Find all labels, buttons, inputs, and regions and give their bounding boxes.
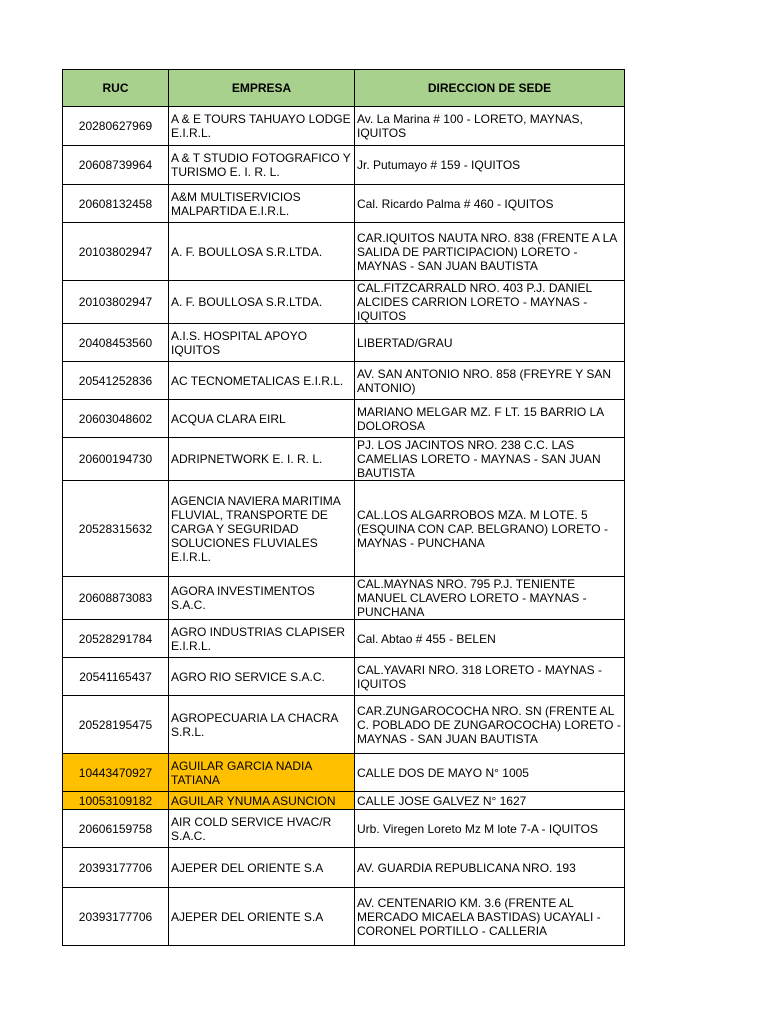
empresa-cell: A. F. BOULLOSA S.R.LTDA. <box>169 281 355 324</box>
direccion-cell: MARIANO MELGAR MZ. F LT. 15 BARRIO LA DOLOROSA <box>355 400 625 438</box>
empresa-cell: AJEPER DEL ORIENTE S.A <box>169 848 355 888</box>
table-row <box>63 696 625 754</box>
ruc-cell: 10053109182 <box>63 792 169 810</box>
table-row <box>63 223 625 281</box>
empresa-cell: AGORA INVESTIMENTOS S.A.C. <box>169 577 355 620</box>
table-row <box>63 438 625 481</box>
empresa-cell: A. F. BOULLOSA S.R.LTDA. <box>169 223 355 281</box>
ruc-cell: 20608739964 <box>63 146 169 185</box>
empresa-cell: AGROPECUARIA LA CHACRA S.R.L. <box>169 696 355 754</box>
direccion-cell: CAL.FITZCARRALD NRO. 403 P.J. DANIEL ALCIDES CARRION LORETO - MAYNAS - IQUITOS <box>355 281 625 324</box>
companies-table <box>62 69 625 946</box>
direccion-cell: CAR.IQUITOS NAUTA NRO. 838 (FRENTE A LA SALIDA DE PARTICIPACION) LORETO - MAYNAS - SAN JUAN BAUTISTA <box>355 223 625 281</box>
ruc-cell: 20393177706 <box>63 888 169 946</box>
table-row <box>63 754 625 792</box>
table-row <box>63 792 625 810</box>
empresa-cell: AJEPER DEL ORIENTE S.A <box>169 888 355 946</box>
ruc-cell: 20600194730 <box>63 438 169 481</box>
table-row <box>63 400 625 438</box>
direccion-cell: CALLE JOSE GALVEZ N° 1627 <box>355 792 625 810</box>
direccion-cell: Jr. Putumayo # 159 - IQUITOS <box>355 146 625 185</box>
direccion-cell: Av. La Marina # 100 - LORETO, MAYNAS, IQUITOS <box>355 107 625 146</box>
table-row <box>63 810 625 848</box>
ruc-cell: 20528291784 <box>63 620 169 658</box>
ruc-cell: 20103802947 <box>63 281 169 324</box>
ruc-cell: 20608873083 <box>63 577 169 620</box>
empresa-cell: AGRO INDUSTRIAS CLAPISER E.I.R.L. <box>169 620 355 658</box>
header-empresa: EMPRESA <box>169 70 355 107</box>
header-ruc: RUC <box>63 70 169 107</box>
empresa-cell: ADRIPNETWORK E. I. R. L. <box>169 438 355 481</box>
empresa-cell: AC TECNOMETALICAS E.I.R.L. <box>169 362 355 400</box>
ruc-cell: 20541252836 <box>63 362 169 400</box>
empresa-cell: A & T STUDIO FOTOGRAFICO Y TURISMO E. I. R. L. <box>169 146 355 185</box>
table-row <box>63 281 625 324</box>
ruc-cell: 20408453560 <box>63 324 169 362</box>
ruc-cell: 20608132458 <box>63 185 169 223</box>
direccion-cell: CAL.MAYNAS NRO. 795 P.J. TENIENTE MANUEL CLAVERO LORETO - MAYNAS - PUNCHANA <box>355 577 625 620</box>
ruc-cell: 20603048602 <box>63 400 169 438</box>
direccion-cell: PJ. LOS JACINTOS NRO. 238 C.C. LAS CAMELIAS LORETO - MAYNAS - SAN JUAN BAUTISTA <box>355 438 625 481</box>
ruc-cell: 20528315632 <box>63 481 169 577</box>
direccion-cell: AV. CENTENARIO KM. 3.6 (FRENTE AL MERCADO MICAELA BASTIDAS) UCAYALI - CORONEL PORTILLO - CALLERIA <box>355 888 625 946</box>
direccion-cell: Cal. Ricardo Palma # 460 - IQUITOS <box>355 185 625 223</box>
table-row <box>63 658 625 696</box>
ruc-cell: 20280627969 <box>63 107 169 146</box>
empresa-cell: A&M MULTISERVICIOS MALPARTIDA E.I.R.L. <box>169 185 355 223</box>
ruc-cell: 20393177706 <box>63 848 169 888</box>
table-row <box>63 146 625 185</box>
table-row <box>63 481 625 577</box>
empresa-cell: AGENCIA NAVIERA MARITIMA FLUVIAL, TRANSPORTE DE CARGA Y SEGURIDAD SOLUCIONES FLUVIALES E.I.R.L. <box>169 481 355 577</box>
table-row <box>63 848 625 888</box>
table-row <box>63 362 625 400</box>
empresa-cell: A.I.S. HOSPITAL APOYO IQUITOS <box>169 324 355 362</box>
direccion-cell: CAR.ZUNGAROCOCHA NRO. SN (FRENTE AL C. POBLADO DE ZUNGAROCOCHA) LORETO - MAYNAS - SAN JUAN BAUTISTA <box>355 696 625 754</box>
ruc-cell: 20606159758 <box>63 810 169 848</box>
empresa-cell: AGUILAR GARCIA NADIA TATIANA <box>169 754 355 792</box>
header-row <box>63 70 625 107</box>
table-row <box>63 324 625 362</box>
direccion-cell: AV. SAN ANTONIO NRO. 858 (FREYRE Y SAN ANTONIO) <box>355 362 625 400</box>
ruc-cell: 10443470927 <box>63 754 169 792</box>
ruc-cell: 20103802947 <box>63 223 169 281</box>
empresa-cell: AGUILAR YNUMA ASUNCION <box>169 792 355 810</box>
table-row <box>63 185 625 223</box>
direccion-cell: CALLE DOS DE MAYO N° 1005 <box>355 754 625 792</box>
direccion-cell: AV. GUARDIA REPUBLICANA NRO. 193 <box>355 848 625 888</box>
table-row <box>63 577 625 620</box>
empresa-cell: AGRO RIO SERVICE S.A.C. <box>169 658 355 696</box>
empresa-cell: A & E TOURS TAHUAYO LODGE E.I.R.L. <box>169 107 355 146</box>
table-row <box>63 888 625 946</box>
header-direccion: DIRECCION DE SEDE <box>355 70 625 107</box>
ruc-cell: 20528195475 <box>63 696 169 754</box>
direccion-cell: LIBERTAD/GRAU <box>355 324 625 362</box>
direccion-cell: Urb. Viregen Loreto Mz M lote 7-A - IQUITOS <box>355 810 625 848</box>
ruc-cell: 20541165437 <box>63 658 169 696</box>
direccion-cell: CAL.YAVARI NRO. 318 LORETO - MAYNAS - IQUITOS <box>355 658 625 696</box>
table-row <box>63 107 625 146</box>
direccion-cell: Cal. Abtao # 455 - BELEN <box>355 620 625 658</box>
table-row <box>63 620 625 658</box>
empresa-cell: AIR COLD SERVICE HVAC/R S.A.C. <box>169 810 355 848</box>
direccion-cell: CAL.LOS ALGARROBOS MZA. M LOTE. 5 (ESQUINA CON CAP. BELGRANO) LORETO - MAYNAS - PUNCHANA <box>355 481 625 577</box>
empresa-cell: ACQUA CLARA EIRL <box>169 400 355 438</box>
